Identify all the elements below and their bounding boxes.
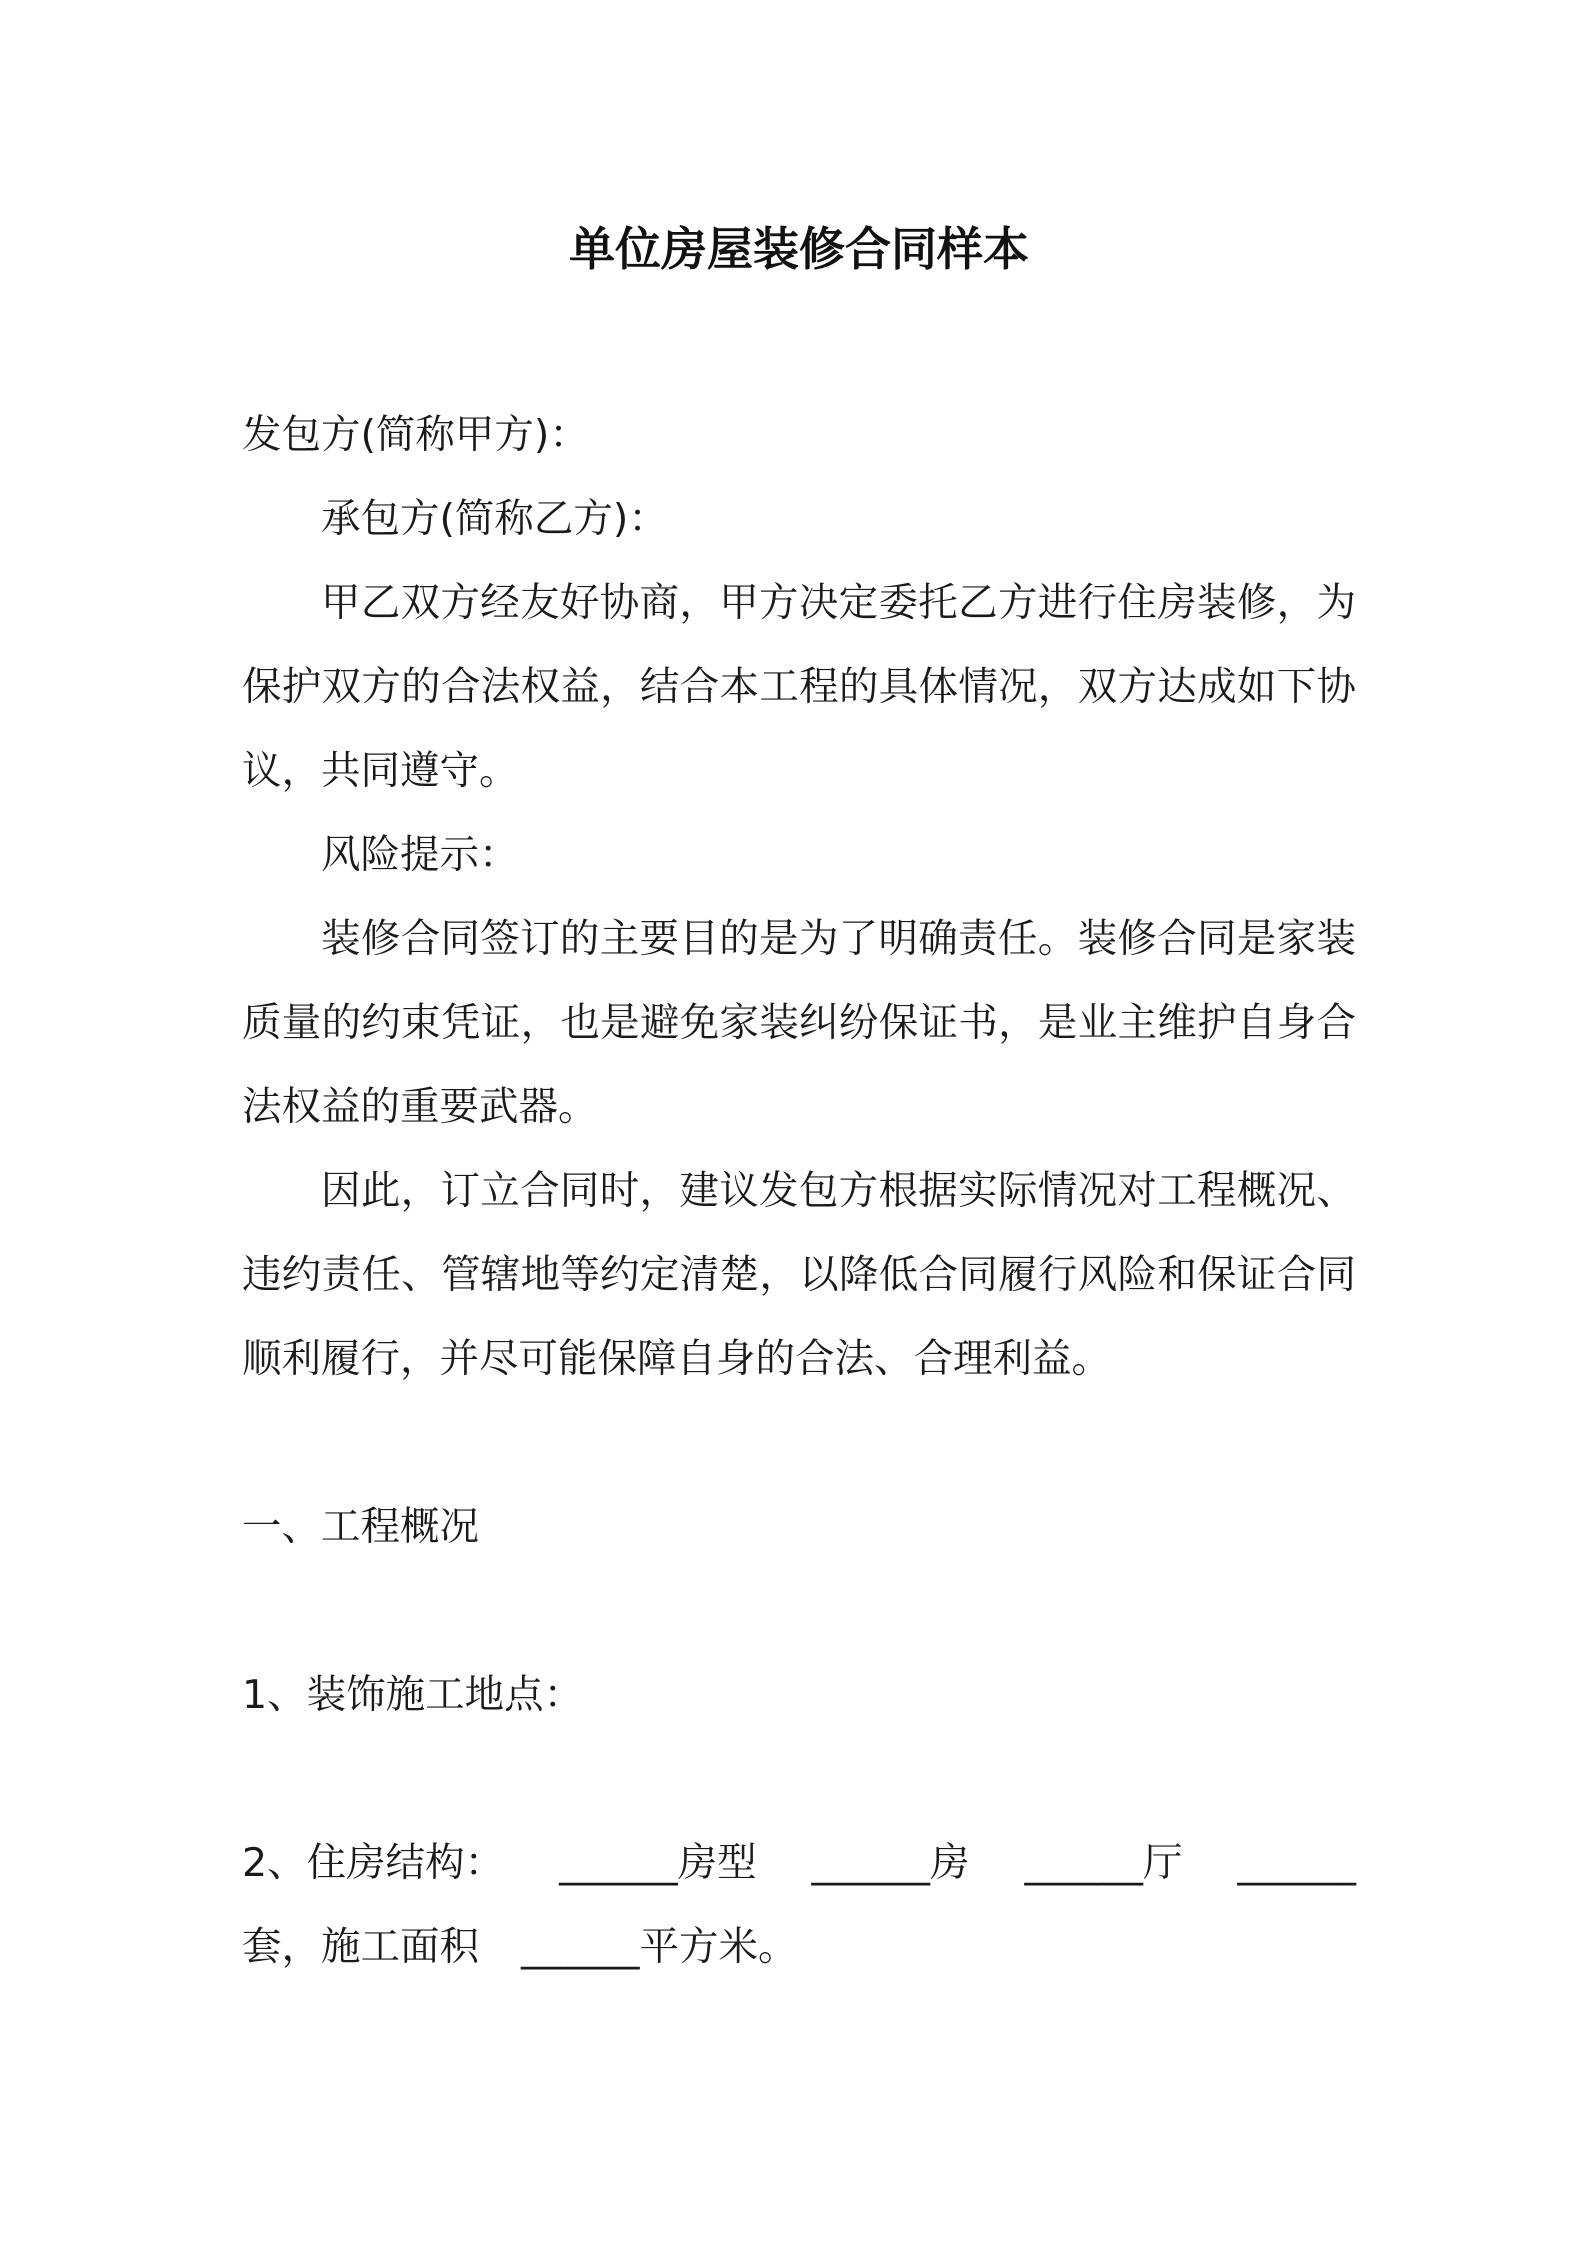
- paragraph-line: 顺利履行，并尽可能保障自身的合法、合理利益。: [242, 1336, 1111, 1382]
- risk-paragraph: [242, 897, 1356, 1149]
- blank-field-segment: ______房: [811, 1840, 970, 1886]
- party-b-label: 承包方(简称乙方)：: [321, 496, 668, 542]
- housing-structure-line: [242, 1821, 1356, 1905]
- blank-field-segment: ______房型: [559, 1840, 757, 1886]
- blank-field-segment: ______厅: [1024, 1840, 1183, 1886]
- paragraph-line: 质量的约束凭证，也是避免家装纠纷保证书，是业主维护自身合: [242, 1000, 1356, 1046]
- paragraph-line: 甲乙双方经友好协商，甲方决定委托乙方进行住房装修，为: [321, 580, 1356, 626]
- risk-heading: 风险提示：: [321, 832, 519, 878]
- blank-field-segment: ______: [1237, 1840, 1356, 1886]
- construction-site-item: 1、装饰施工地点：: [242, 1672, 584, 1718]
- paragraph-line: 法权益的重要武器。: [242, 1084, 598, 1130]
- paragraph-line: 保护双方的合法权益，结合本工程的具体情况，双方达成如下协: [242, 664, 1356, 710]
- section-heading: 一、工程概况: [242, 1504, 479, 1550]
- paragraph-line: 因此，订立合同时，建议发包方根据实际情况对工程概况、: [321, 1168, 1356, 1214]
- risk-advice-paragraph: [242, 1149, 1356, 1401]
- document-body: [242, 207, 1356, 1989]
- paragraph-line: 装修合同签订的主要目的是为了明确责任。装修合同是家装: [321, 916, 1356, 962]
- preamble-paragraph: [242, 561, 1356, 813]
- housing-structure-item: [242, 1821, 1356, 1989]
- item-label: 2、住房结构：: [242, 1840, 505, 1886]
- paragraph-line: 违约责任、管辖地等约定清楚，以降低合同履行风险和保证合同: [242, 1252, 1356, 1298]
- construction-area-line: [242, 1905, 1356, 1989]
- blank-field-segment: ______平方米。: [521, 1924, 798, 1970]
- document-title: 单位房屋装修合同样本: [569, 222, 1029, 276]
- paragraph-line: 议，共同遵守。: [242, 748, 519, 794]
- item-label: 套，施工面积: [242, 1924, 479, 1970]
- party-a-label: 发包方(简称甲方)：: [242, 412, 589, 458]
